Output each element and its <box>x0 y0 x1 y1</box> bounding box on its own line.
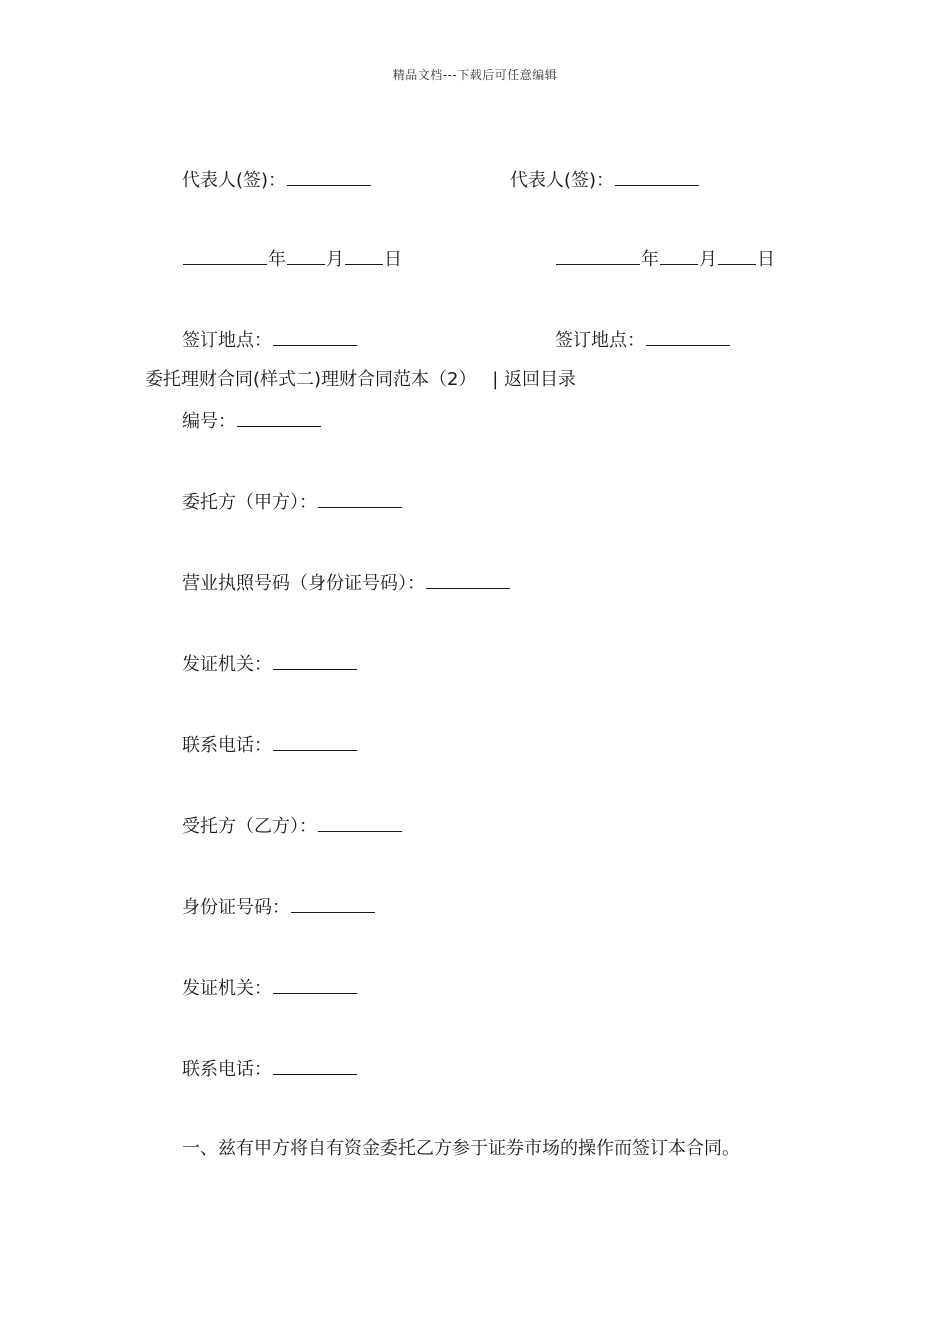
left-year-blank <box>183 246 267 265</box>
field-line <box>182 1056 358 1082</box>
field-line <box>182 813 403 839</box>
field-label-issuer-a: 发证机关： <box>182 654 272 675</box>
right-month-blank <box>660 246 698 265</box>
left-day-blank <box>345 246 383 265</box>
field-label-issuer-b: 发证机关： <box>182 978 272 999</box>
section-title: 委托理财合同(样式二)理财合同范本（2） <box>145 369 477 390</box>
field-line <box>182 975 358 1001</box>
right-representative-line <box>510 167 700 193</box>
field-blank-trustee <box>318 813 402 832</box>
field-blank-id-number <box>291 894 375 913</box>
field-label-id-number: 身份证号码： <box>182 897 290 918</box>
field-blank-issuer-a <box>273 651 357 670</box>
field-blank-license <box>426 570 510 589</box>
left-month-blank <box>287 246 325 265</box>
right-month-label: 月 <box>699 249 717 270</box>
field-label-number: 编号： <box>182 411 236 432</box>
field-blank-phone-b <box>273 1056 357 1075</box>
left-month-label: 月 <box>326 249 344 270</box>
field-label-client: 委托方（甲方）： <box>182 492 317 513</box>
field-label-phone-b: 联系电话： <box>182 1059 272 1080</box>
right-representative-label: 代表人(签)： <box>510 170 615 191</box>
field-blank-number <box>237 408 321 427</box>
left-representative-label: 代表人(签)： <box>182 170 287 191</box>
right-date-line <box>555 246 775 272</box>
field-line <box>182 732 358 758</box>
field-blank-issuer-b <box>273 975 357 994</box>
right-year-label: 年 <box>641 249 659 270</box>
right-place-blank <box>646 327 730 346</box>
left-representative-blank <box>287 167 371 186</box>
right-place-label: 签订地点： <box>555 330 645 351</box>
field-line <box>182 489 403 515</box>
right-year-blank <box>556 246 640 265</box>
right-representative-blank <box>615 167 699 186</box>
left-day-label: 日 <box>384 249 402 270</box>
left-representative-line <box>182 167 372 193</box>
back-to-contents-link[interactable]: 返回目录 <box>504 369 577 390</box>
left-place-label: 签订地点： <box>182 330 272 351</box>
section-title-line <box>145 368 576 392</box>
field-line <box>182 408 322 434</box>
field-label-license: 营业执照号码（身份证号码）： <box>182 573 425 594</box>
document-header: 精品文档---下载后可任意编辑 <box>392 68 558 82</box>
field-label-trustee: 受托方（乙方）： <box>182 816 317 837</box>
clause-one: 一、兹有甲方将自有资金委托乙方参于证券市场的操作而签订本合同。 <box>182 1138 740 1159</box>
field-label-phone-a: 联系电话： <box>182 735 272 756</box>
left-place-line <box>182 327 358 353</box>
field-line <box>182 651 358 677</box>
right-place-line <box>555 327 731 353</box>
field-blank-phone-a <box>273 732 357 751</box>
field-blank-client <box>318 489 402 508</box>
left-date-line <box>182 246 402 272</box>
left-place-blank <box>273 327 357 346</box>
field-line <box>182 570 511 596</box>
right-day-label: 日 <box>757 249 775 270</box>
title-separator: | <box>492 369 499 390</box>
field-line <box>182 894 376 920</box>
left-year-label: 年 <box>268 249 286 270</box>
right-day-blank <box>718 246 756 265</box>
